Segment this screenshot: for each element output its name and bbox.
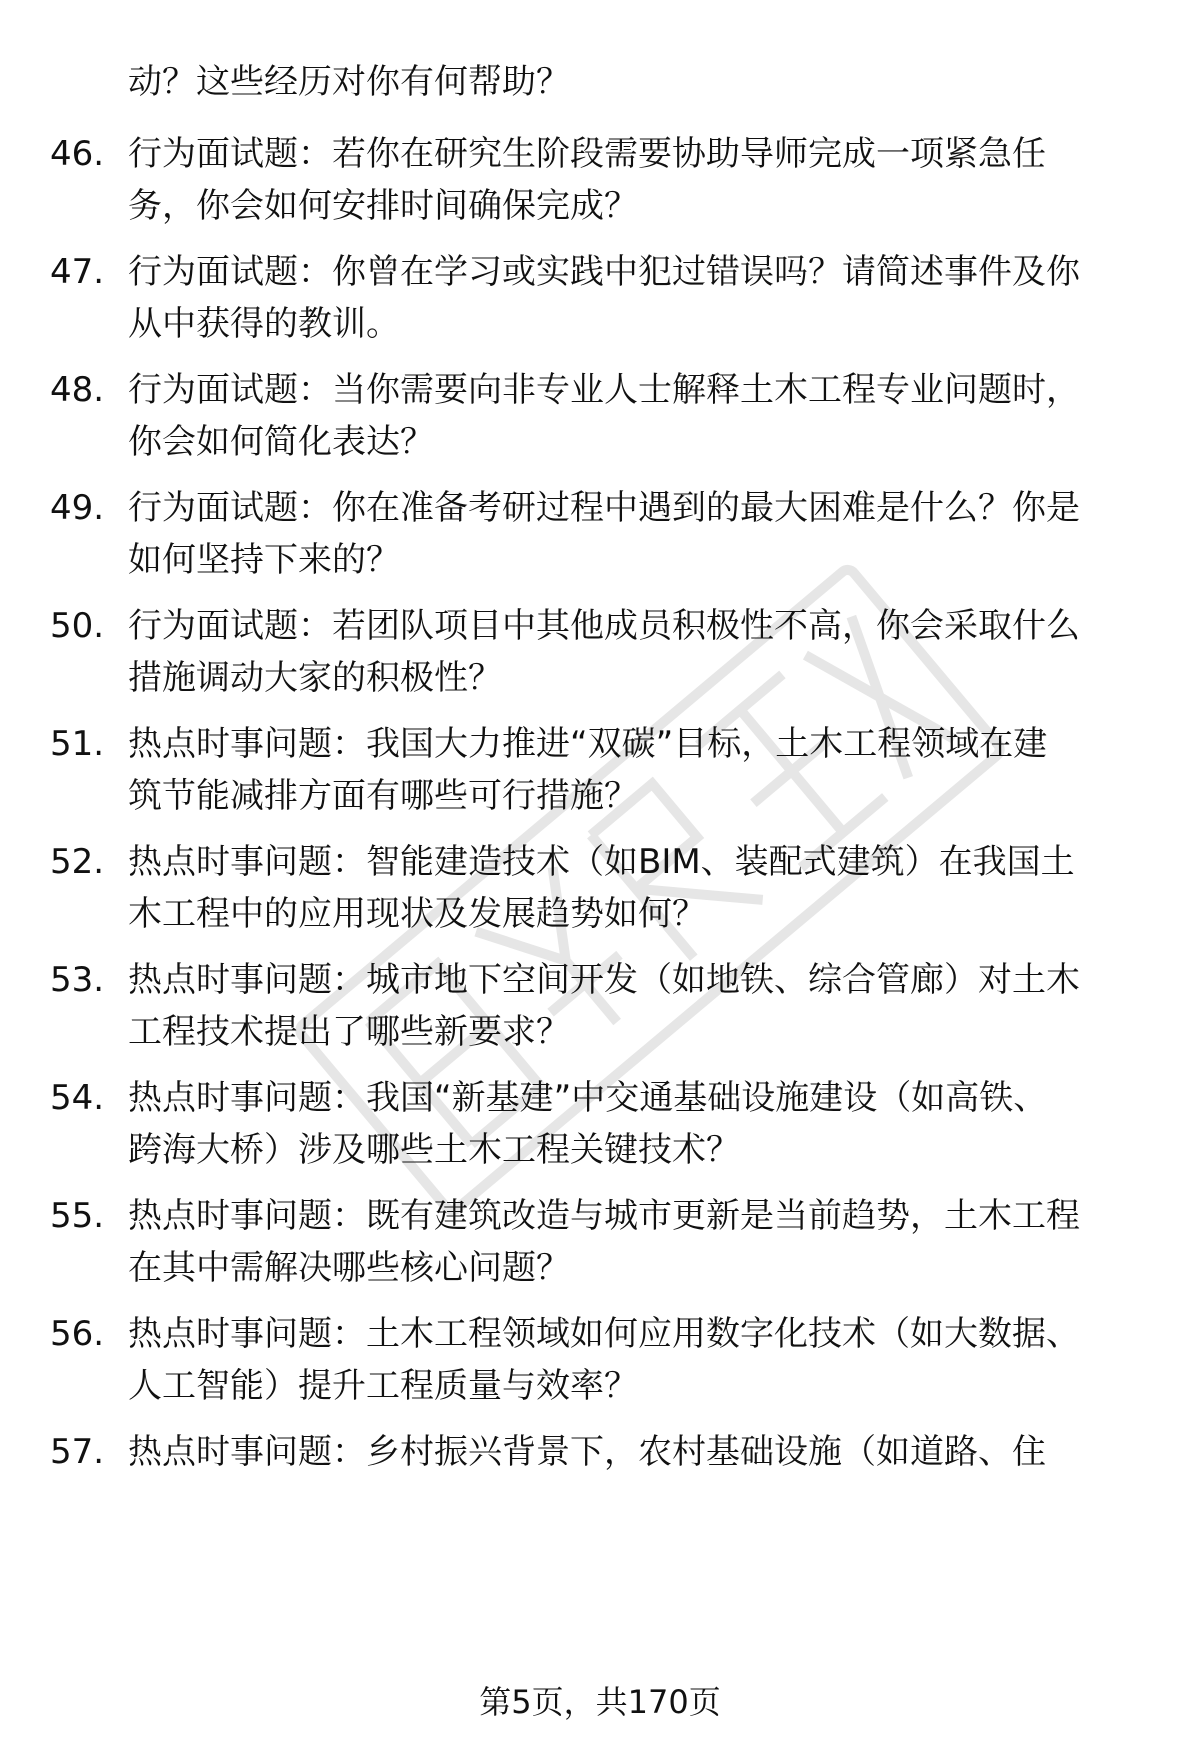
question-text-line: 行为面试题：你在准备考研过程中遇到的最大困难是什么？你是 bbox=[128, 488, 1080, 528]
question-text-line: 热点时事问题：城市地下空间开发（如地铁、综合管廊）对土木 bbox=[128, 960, 1080, 1000]
question-text-line: 工程技术提出了哪些新要求？ bbox=[128, 1012, 570, 1052]
question-text-line: 措施调动大家的积极性？ bbox=[128, 658, 502, 698]
question-text-line: 热点时事问题：土木工程领域如何应用数字化技术（如大数据、 bbox=[128, 1314, 1080, 1354]
question-number: 54. bbox=[50, 1078, 105, 1118]
question-text-line: 如何坚持下来的？ bbox=[128, 540, 400, 580]
question-text bbox=[128, 836, 1148, 940]
question-item bbox=[0, 1072, 1200, 1182]
question-text-line: 热点时事问题：我国“新基建”中交通基础设施建设（如高铁、 bbox=[128, 1078, 1048, 1118]
question-text bbox=[128, 364, 1148, 468]
question-text-line: 行为面试题：若你在研究生阶段需要协助导师完成一项紧急任 bbox=[128, 134, 1046, 174]
question-text-line: 务，你会如何安排时间确保完成？ bbox=[128, 186, 638, 226]
question-text-line: 行为面试题：若团队项目中其他成员积极性不高，你会采取什么 bbox=[128, 606, 1080, 646]
question-text-line: 从中获得的教训。 bbox=[128, 304, 400, 344]
question-number: 53. bbox=[50, 960, 105, 1000]
question-text bbox=[128, 1308, 1148, 1412]
question-text-line: 行为面试题：你曾在学习或实践中犯过错误吗？请简述事件及你 bbox=[128, 252, 1080, 292]
question-item bbox=[0, 246, 1200, 356]
question-number: 49. bbox=[50, 488, 105, 528]
question-text bbox=[128, 1190, 1148, 1294]
question-number: 51. bbox=[50, 724, 105, 764]
question-text-line: 热点时事问题：我国大力推进“双碳”目标，土木工程领域在建 bbox=[128, 724, 1048, 764]
question-item bbox=[0, 718, 1200, 828]
question-text bbox=[128, 954, 1148, 1058]
question-text bbox=[128, 600, 1148, 704]
question-item bbox=[0, 482, 1200, 592]
question-text-line: 你会如何简化表达？ bbox=[128, 422, 434, 462]
question-text-line: 热点时事问题：既有建筑改造与城市更新是当前趋势，土木工程 bbox=[128, 1196, 1080, 1236]
question-text-line: 跨海大桥）涉及哪些土木工程关键技术？ bbox=[128, 1130, 740, 1170]
question-number: 48. bbox=[50, 370, 105, 410]
continuation-line: 动？这些经历对你有何帮助？ bbox=[128, 62, 570, 102]
question-text-line: 木工程中的应用现状及发展趋势如何？ bbox=[128, 894, 706, 934]
question-number: 50. bbox=[50, 606, 105, 646]
question-number: 52. bbox=[50, 842, 105, 882]
question-number: 47. bbox=[50, 252, 105, 292]
question-text-line: 人工智能）提升工程质量与效率？ bbox=[128, 1366, 638, 1406]
question-text bbox=[128, 718, 1148, 822]
question-text-line: 行为面试题：当你需要向非专业人士解释土木工程专业问题时， bbox=[128, 370, 1080, 410]
question-item bbox=[0, 364, 1200, 474]
question-text-line: 在其中需解决哪些核心问题？ bbox=[128, 1248, 570, 1288]
question-number: 57. bbox=[50, 1432, 105, 1472]
question-text-line: 热点时事问题：智能建造技术（如BIM、装配式建筑）在我国土 bbox=[128, 842, 1075, 882]
question-number: 46. bbox=[50, 134, 105, 174]
question-item bbox=[0, 954, 1200, 1064]
question-text bbox=[128, 482, 1148, 586]
question-text bbox=[128, 1426, 1148, 1478]
question-text-line: 筑节能减排方面有哪些可行措施？ bbox=[128, 776, 638, 816]
question-item bbox=[0, 1426, 1200, 1536]
question-text bbox=[128, 246, 1148, 350]
page-footer: 第5页，共170页 bbox=[479, 1683, 721, 1721]
question-text-line: 热点时事问题：乡村振兴背景下，农村基础设施（如道路、住 bbox=[128, 1432, 1046, 1472]
question-item bbox=[0, 1190, 1200, 1300]
question-item bbox=[0, 128, 1200, 238]
question-number: 55. bbox=[50, 1196, 105, 1236]
question-text bbox=[128, 128, 1148, 232]
question-item bbox=[0, 836, 1200, 946]
question-item bbox=[0, 1308, 1200, 1418]
question-item bbox=[0, 600, 1200, 710]
question-text bbox=[128, 1072, 1148, 1176]
question-number: 56. bbox=[50, 1314, 105, 1354]
